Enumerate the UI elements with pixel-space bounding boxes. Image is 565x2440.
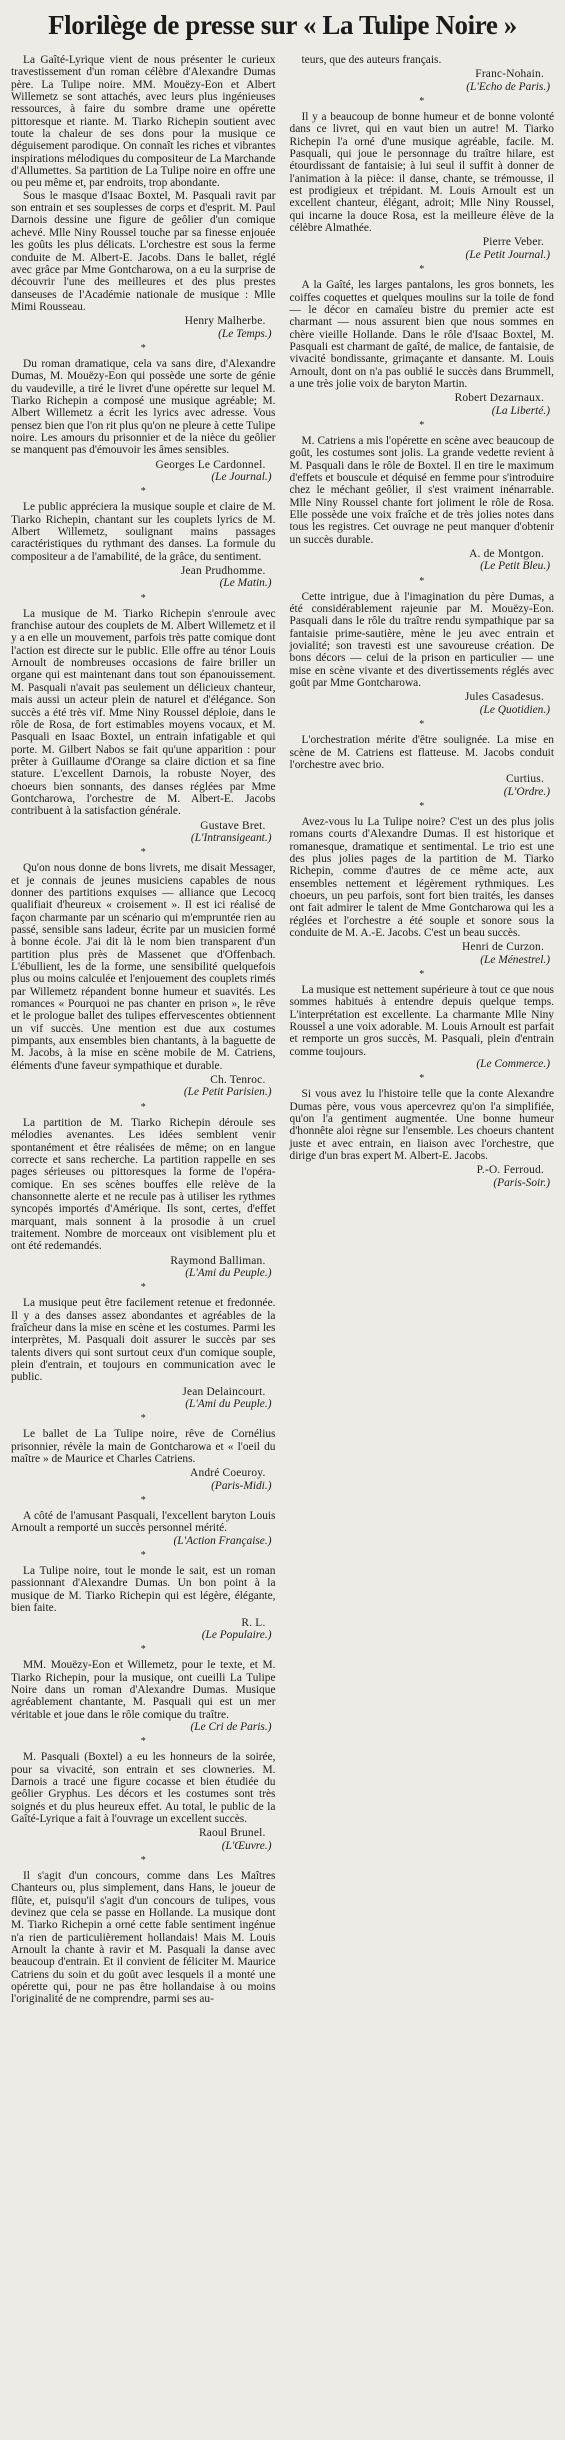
article-columns [11,54,554,2006]
source-citation: (Le Petit Journal.) [465,248,550,261]
section-separator: * [419,969,425,980]
author-signature: Henri de Curzon. [462,941,544,954]
author-signature: Curtius. [506,773,544,786]
section-separator: * [140,1101,146,1113]
paragraph: Si vous avez lu l'histoire telle que la conte Alexandre Dumas père, vous vous apercevrez qu'on l'a simplifiée, qu'on l'a gentiment augmentée. Une bonne humeur d'honnête aloi règne sur l'ensemble. Les choeurs chantent juste et avec entrain, en liaison avec l'orchestre, que dirige d'un bras expert M. Albert-E. Jacobs. [289,1088,554,1163]
section-separator: * [140,592,146,604]
paragraph: M. Pasquali (Boxtel) a eu les honneurs de la soirée, pour sa vivacité, son entrain et ses clowneries. M. Darnois a tracé une figure cocasse et bien étudiée du geôlier Gryphus. Les décors et les costumes sont très soignés et du plus heureux effet. Au total, le public de la Gaîté-Lyrique a fait à l'ouvrage un excellent succès. [11,1751,276,1825]
page-title: Florilège de presse sur « La Tulipe Noire » [48,10,517,40]
paragraph: Il s'agit d'un concours, comme dans Les Maîtres Chanteurs ou, plus simplement, dans Hans, le joueur de flûte, et, puisqu'il s'agit d'un concours de tulipes, vous devinez que cela se passe en Hollande. La musique dont M. Tiarko Richepin a orné cette fable sentiment ingénue n'a rien de particulièrement hollandais! Mais M. Louis Arnoult la chante à ravir et M. Pasquali la danse avec beaucoup d'entrain. Et il convient de féliciter M. Maurice Catriens du soin et du goût avec lesquels il a monté une opérette qui, pour ne pas être hollandaise à ou moins l'originalité de ne comprendre, parmi ses au- [11,1870,276,2006]
author-signature: André Coeuroy. [190,1467,266,1480]
paragraph: La Gaîté-Lyrique vient de nous présenter le curieux travestissement d'un roman célèbre d'Alexandre Dumas père. La Tulipe noire. MM. Mouëzy-Eon et Albert Willemetz se sont attachés, avec leurs plus ingénieuses ressources, à faire du sombre drame une opérette pittoresque et riante. M. Tiarko Richepin soutient avec toute la chaleur de ses dons pour la musique ce déguisement parodique. On connaît les riches et vibrantes inspirations mélodiques du compositeur de La Marchande d'Allumettes. Sa partition de La Tulipe noire en offre une ou peu même et, par endroits, trop abondante. [11,54,276,190]
author-signature: Raoul Brunel. [198,1827,266,1840]
paragraph: Le public appréciera la musique souple et claire de M. Tiarko Richepin, chantant sur les couplets lyrics de M. Albert Willemetz, soulignant mains passages caractéristiques du rythmant des danses. La formule du compositeur a de l'amabilité, de la grâce, du sentiment. [11,501,276,563]
paragraph: L'orchestration mérite d'être soulignée. La mise en scène de M. Catriens est flatteuse. M. Jacobs conduit l'orchestre avec brio. [289,734,554,771]
source-citation: (Le Commerce.) [476,1058,550,1071]
source-citation: (Le Populaire.) [201,1628,272,1641]
paragraph: Du roman dramatique, cela va sans dire, d'Alexandre Dumas, M. Mouëzy-Eon qui possède une sorte de génie du vaudeville, a tiré le livret d'une opérette sur lequel M. Tiarko Richepin a composé une musique agréable; M. Albert Willemetz a écrit les lyrics avec adresse. Vous pensez bien que l'on rit plus qu'on ne pleure à cette Tulipe noire. Les amours du prisonnier et de la nièce du geôlier se manquent pas d'émouvoir les âmes sensibles. [11,357,276,457]
section-separator: * [140,1413,146,1425]
paragraph: Sous le masque d'Isaac Boxtel, M. Pasquali ravit par son entrain et ses souplesses de corps et d'esprit. M. Paul Darnois dessine une figure de geôlier d'un comique achevé. Mlle Niny Roussel touche par sa finesse enjouée les goûts les plus délicats. L'orchestre est sous la ferme conduite de M. Albert-E. Jacobs. Dans le ballet, réglé avec grâce par Mme Gontcharowa, on a eu la surprise de découvrir l'une des meilleures et des plus prestes danseuses de l'Académie nationale de musique : Mlle Mimi Rousseau. [11,189,276,313]
source-citation: (Le Quotidien.) [479,703,550,716]
right-column [290,54,555,1191]
source-citation: (Le Cri de Paris.) [190,1720,272,1733]
section-separator: * [140,1644,146,1656]
author-signature: Jean Delaincourt. [182,1385,266,1398]
source-citation: (L'Echo de Paris.) [466,80,550,93]
author-signature: Pierre Veber. [482,236,544,249]
source-citation: (La Liberté.) [491,404,550,417]
source-citation: (Le Journal.) [211,471,272,483]
author-signature: Georges Le Cardonnel. [155,458,266,471]
paragraph: Qu'on nous donne de bons livrets, me disait Messager, et je connais de jeunes musiciens capables de nous donner des partitions exquises — alliance que Lecocq qualifiait d'heureux « croisement ». Il est ici réalisé de façon charmante par un scénario qui m'empruntée rien au passé, sensible sans ladeur, écrite par un musicien formé à bonne école. J'ai dit là le nom bien transparent d'un partition plus près de Massenet que d'Offenbach. L'ébullient, les de la forme, une sensibilité quelquefois plus ou moins calculée et l'enjouement des couplets rimés par Willemetz répandent bonne humeur et suavités. Les romances « Pourquoi ne pas chanter en prison », le rêve et le prologue ballet des tulipes effervescentes obtiennent un vif succès. Une mention est due aux costumes pimpants, aux ensembles bien chantants, à la baguette de M. Jacobs, à la mise en scène mobile de M. Catriens, éléments d'une faveur sympathique et durable. [11,862,276,1072]
section-separator: * [419,1073,425,1085]
source-citation: (Le Petit Bleu.) [480,560,550,573]
source-citation: (L'Œuvre.) [221,1839,272,1852]
source-citation: (L'Action Française.) [173,1534,272,1547]
section-separator: * [419,719,425,731]
paragraph: Il y a beaucoup de bonne humeur et de bonne volonté dans ce livret, qui en vaut bien un autre! M. Tiarko Richepin l'a orné d'une musique agréable, facile. M. Pasquali, qui joue le personnage du traître hilare, est étourdissant de fantaisie; à lui seul il suffit à donner de l'animation à la pièce: il danse, chante, se trémousse, il est prodigieux et trépidant. M. Louis Arnoult est un excellent chanteur, élégant, adroit; Mlle Niny Roussel, qui incarne la douce Rosa, est la meilleure élève de la célèbre Almathée. [289,111,554,235]
section-separator: * [419,800,425,812]
author-signature: P.-O. Ferroud. [476,1164,544,1177]
paragraph: La musique peut être facilement retenue et fredonnée. Il y a des danses assez abondantes et agréables de la fraîcheur dans la mise en scène et les costumes. Parmi les interprètes, M. Pasquali doit assurer le succès par ses talents divers qui sont surtout ceux d'un comique souple, plein d'entrain, et toujours en communication avec le public. [11,1297,276,1384]
paragraph: La Tulipe noire, tout le monde le sait, est un roman passionnant d'Alexandre Dumas. Un bon point à la musique de M. Tiarko Richepin qui est légère, élégante, bien faite. [11,1565,276,1615]
source-citation: (Le Ménestrel.) [480,953,550,966]
section-separator: * [140,1736,146,1748]
paragraph: MM. Mouëzy-Eon et Willemetz, pour le texte, et M. Tiarko Richepin, pour la musique, ont cueilli La Tulipe Noire dans un roman d'Alexandre Dumas. Musique agréablement chantante, M. Pasquali qui est un mer véritable et joue dans le rôle comique du traître. [11,1659,276,1721]
paragraph: Le ballet de La Tulipe noire, rêve de Cornélius prisonnier, révèle la main de Gontcharowa et « l'oeil du maître » de Maurice et Charles Catriens. [11,1428,276,1466]
section-separator: * [419,264,425,276]
source-citation: (Le Matin.) [219,577,272,590]
section-separator: * [140,847,146,859]
paragraph: A côté de l'amusant Pasquali, l'excellent baryton Louis Arnoult a remporté un succès personnel mérité. [11,1510,276,1535]
source-citation: (Le Temps.) [218,327,272,340]
section-separator: * [419,419,425,431]
paragraph: teurs, que des auteurs français. [301,54,442,66]
source-citation: (Paris-Soir.) [493,1176,550,1189]
author-signature: Gustave Bret. [200,819,266,832]
section-separator: * [419,96,425,108]
section-separator: * [140,342,146,354]
paragraph: Cette intrigue, due à l'imagination du père Dumas, a été considérablement rajeunie par M. Mouëzy-Eon. Pasquali dans le rôle du traître rendu sympathique par sa fantaisie prime-sautière, mène le jeu avec entrain et jovialité; son travesti est une savoureuse création. De bons décors — celui de la prison en particulier — une mise en scène vivante et des divertissements réglés avec goût par Mme Gontcharowa. [289,590,554,690]
author-signature: Franc-Nohain. [475,68,544,81]
paragraph: La partition de M. Tiarko Richepin déroule ses mélodies avenantes. Les idées semblent venir spontanément et être réalisées de même; on en langue correcte et sans recherche. La partition rappelle en ses pages sérieuses ou pittoresques la forme de l'opéra-comique. En ses scènes bouffes elle relève de la chansonnette alerte et ne recule pas à utiliser les rythmes syncopés importés d'Amérique. Ils sont, certes, d'effet marquant, mais sonnent à la prosodie à un cruel traitement. Nombre de morceaux ont visiblement plu et ont été redemandés. [11,1116,276,1253]
section-separator: * [140,1282,146,1294]
author-signature: Ch. Tenroc. [210,1074,266,1087]
left-column [11,54,276,2006]
paragraph: A la Gaîté, les larges pantalons, les gros bonnets, les coiffes coquettes et quelques moulins sur la toile de fond — le décor en camaïeu bistre du premier acte est charmant — nous assurent bien que nous sommes en chère vieille Hollande. Dans le rôle d'Isaac Boxtel, M. Pasquali est charmant de gaîté, de malice, de fantaisie, de vivacité bondissante, grimaçante et dansante. M. Louis Arnoult, dont on n'a pas oublié le succès dans Brummell, a une très jolie voix de baryton Martin. [289,279,554,390]
section-separator: * [140,1855,146,1866]
section-separator: * [140,1550,146,1562]
author-signature: Henry Malherbe. [184,315,266,328]
section-separator: * [140,486,146,498]
source-citation: (L'Ami du Peuple.) [185,1266,272,1279]
section-separator: * [419,575,425,587]
paragraph: La musique est nettement supérieure à tout ce que nous sommes habitués à entendre depuis quelque temps. L'interprétation est excellente. La charmante Mlle Niny Roussel a une voix adorable. M. Louis Arnoult est parfait et remporte un gros succès, M. Pasquali, plein d'entrain comme toujours. [289,984,554,1058]
source-citation: (L'Ami du Peuple.) [185,1398,272,1411]
author-signature: Jean Prudhomme. [180,565,266,578]
source-citation: (L'Ordre.) [503,785,550,798]
author-signature: R. L. [241,1616,266,1629]
author-signature: A. de Montgon. [469,548,544,561]
author-signature: Robert Dezarnaux. [454,392,544,405]
source-citation: (Paris-Midi.) [211,1479,272,1492]
section-separator: * [140,1495,146,1507]
source-citation: (L'Intransigeant.) [190,831,272,844]
paragraph: Avez-vous lu La Tulipe noire? C'est un des plus jolis romans courts d'Alexandre Dumas. Il est historique et romanesque, dramatique et sentimental. Le trio est une des plus jolies pages de la partition de M. Tiarko Richepin, comme d'autres de ce même acte, aux ensembles nettement et légèrement rythmiques. Les choeurs, un peu parfois, sont fort bien traités, les danses ont fait admirer le talent de Mme Gontcharowa qui les a réglées et l'orchestre a été souple et sonore sous la conduite de M. A.-E. Jacobs. C'est un beau succès. [289,815,554,939]
source-citation: (Le Petit Parisien.) [183,1086,272,1099]
paragraph: La musique de M. Tiarko Richepin s'enroule avec franchise autour des couplets de M. Albert Willemetz et il y a en elle un mouvement, parfois très patte comique dont l'action est directe sur le public. Elle offre au ténor Louis Arnoult de nombreuses occasions de faire briller un organe qui est maintenant dans tout son épanouissement. M. Pasquali n'avait pas seulement un délicieux chanteur, mais aussi un acteur plein de naturel et d'élégance. Son succès a été très vif. Mme Niny Roussel déploie, dans le rôle de Rosa, de fort estimables moyens vocaux, et M. Pasquali en Isaac Boxtel, un entrain infatigable et qui porte. M. Gilbert Nabos se fait qu'une apparition : pour prêter à Guillaume d'Orange sa claire diction et sa fine stature. L'excellent Darnois, la robuste Noyer, des choeurs bien sonnants, des danses réglées par Mme Gontcharowa, l'orchestre de M. Albert-E. Jacobs contribuent à la satisfaction générale. [11,607,276,818]
paragraph: M. Catriens a mis l'opérette en scène avec beaucoup de goût, les costumes sont jolis. La grande vedette revient à M. Pasquali dans le rôle de Boxtel. Il en tire le maximum d'effets et bouscule et déquisé en femme pour s'introduire chez le méchant geôlier, il s'est vraiment inénarrable. Mlle Niny Roussel chante fort joliment le rôle de Rosa. Elle possède une voix fraîche et de très jolies notes dans tous les registres. Cet ouvrage ne peut manquer d'obtenir un succès durable. [289,434,554,546]
author-signature: Raymond Balliman. [170,1254,266,1267]
author-signature: Jules Casadesus. [464,691,544,704]
